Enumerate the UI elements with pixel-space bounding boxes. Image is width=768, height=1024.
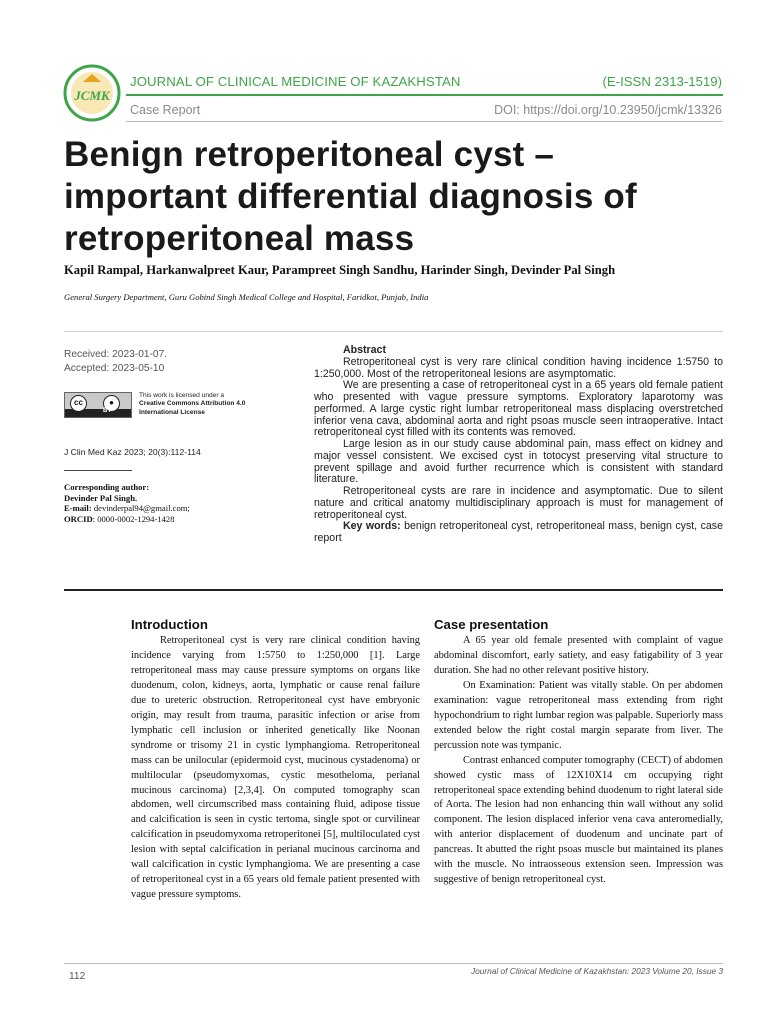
page-number: 112 [69,971,86,982]
svg-text:JCMK: JCMK [74,88,110,103]
abstract [314,345,723,545]
journal-name: JOURNAL OF CLINICAL MEDICINE OF KAZAKHSTAN [130,74,461,89]
attribution-person-icon: ● [103,395,120,412]
citation: J Clin Med Kaz 2023; 20(3):112-114 [64,447,201,457]
article-dates [64,348,167,376]
abstract-paragraph: Retroperitoneal cyst is very rare clinical condition having incidence 1:5750 to 1:250,000. Most of the retroperitoneal lesions are asymptomatic. [314,355,723,380]
header-divider-thin [126,121,723,122]
case-paragraph: Contrast enhanced computer tomography (CECT) of abdomen showed cystic mass of 12X10X14 cm occupying right retroperitoneal space extending behind duodenum to right lateral side of Aorta. The lesion had non enhancing thin wall without any solid component. The lesion displaced inferior vena cava anteromedially, with anterior displacement of duodenum and uncinate part of pancreas. It abutted the right psoas muscle but maintained its planes with the muscle. No intraosseous extension seen. Impression was suggestive of benign retroperitoneal cyst. [434,754,723,886]
corr-orcid-label: ORCID [64,513,93,524]
footer-journal [471,966,723,976]
case-presentation-heading: Case presentation [434,617,549,632]
cc-icon: cc [70,395,87,412]
header-divider [126,94,723,96]
abstract-paragraph: Retroperitoneal cysts are rare in incidence and asymptomatic. Due to silent nature and critical anatomy multidisciplinary approach is must for management of retroperitoneal cyst. [314,485,723,521]
case-presentation-section [434,616,723,888]
corr-email[interactable]: devinderpal94@gmail.com; [91,503,190,514]
keywords [314,521,723,545]
corr-email-label: E-mail: [64,503,92,514]
corr-heading: Corresponding author: [64,482,150,492]
article-title: Benign retroperitoneal cyst – important differential diagnosis of retroperitoneal mass [64,135,637,258]
case-paragraph: A 65 year old female presented with complaint of vague abdominal discomfort, early satiety, and easy fatigability of 3 year duration. She had no other relevant positive history. [434,635,723,676]
cc-by-label: BY [103,408,112,414]
corresponding-author [64,482,190,524]
keywords-list: benign retroperitoneal cyst, retroperitoneal mass, benign cyst, case report [314,520,723,544]
corr-name: Devinder Pal Singh. [64,492,138,503]
affiliation: General Surgery Department, Guru Gobind Singh Medical College and Hospital, Faridkot, Punjab, India [64,292,429,302]
keywords-label: Key words: [343,520,401,533]
license-link-cont[interactable]: International License [139,408,205,416]
doi-link[interactable]: DOI: https://doi.org/10.23950/jcmk/13326 [494,103,722,117]
eissn: (E-ISSN 2313-1519) [602,74,722,89]
footer-divider [64,963,723,964]
article-type: Case Report [130,103,201,117]
corr-divider [64,470,132,471]
footer-journal-name: Journal of Clinical Medicine of Kazakhstan: 2023 [471,966,650,976]
footer-volume: Volume 20, Issue 3 [649,966,723,976]
introduction-paragraph: Retroperitoneal cyst is very rare clinical condition having incidence varying from 1:5750 to 1:250,000 [1]. Large retroperitoneal mass may cause pressure symptoms on organs like duodenum, colon, kidneys, aorta, lymphatic or cause renal failure due to ureteric obstruction. Retroperitoneal cyst have embryonic origin, may result from trauma, parasitic infection or arise from lymphatic cell inclusion or inherited genetically like Noonan syndrome or trisomy 21 in cystic lymphangioma. Retroperitoneal mass can be unilocular (epidermoid cyst, mucinous cystadenoma) or multilocular (pseudomyxomas, cystic mesotheloma, perianal mucinous carcinoma) [2,3,4]. On computed tomography scan abdomen, well circumscribed mass containing fluid, adipose tissue and calcification is seen in cystic tertoma, single spot or curvilinear calcification in pseudomyxoma retroperitonei [5], multiloculated cyst lesion with septal calcification in perianal mucinous carcinoma and wall calcification in cystic lymphangioma. We are presenting a case of retroperitoneal cyst in a 65 years old female patient presented with vague pressure symptoms. [131,635,420,901]
license-line: This work is licensed under a [139,392,225,399]
license-statement [139,392,245,417]
license-link[interactable]: Creative Commons Attribution 4.0 [139,400,246,408]
corr-orcid[interactable]: : 0000-0002-1294-1428 [92,513,175,524]
author-list: Kapil Rampal, Harkanwalpreet Kaur, Parampreet Singh Sandhu, Harinder Singh, Devinder Pal Singh [64,263,616,277]
abstract-paragraph: We are presenting a case of retroperitoneal cyst in a 65 years old female patient who presented with vague pressure symptoms. Exploratory laparotomy was performed. A large cystic right lumbar retroperitoneal mass displacing overstretched inferior vena cava, abdominal aorta and right psoas muscle seen intraoperative. Intact retroperitoneal cyst filled with its contents was removed. [314,379,723,439]
cc-license-badge[interactable] [64,392,132,418]
case-paragraph: On Examination: Patient was vitally stable. On per abdomen examination: vague retroperitoneal mass extending from right hypochondrium to right lumbar region was palpable. Superiorly mass extended below the right costal margin separate from liver. The percussion note was tympanic. [434,679,723,751]
abstract-divider [64,589,723,591]
received-date: Received: 2023-01-07. [64,349,168,360]
introduction-heading: Introduction [131,617,208,632]
accepted-date: Accepted: 2023-05-10 [64,363,165,374]
abstract-heading: Abstract [343,344,386,356]
abstract-paragraph: Large lesion as in our study cause abdominal pain, mass effect on kidney and major vessel consistent. We excised cyst in totocyst preserving vital structure to prevent spillage and avoid further recurrence which is consistent with standard literature. [314,438,723,486]
introduction-section [131,616,420,903]
meta-divider [64,331,723,332]
journal-logo [63,64,121,122]
